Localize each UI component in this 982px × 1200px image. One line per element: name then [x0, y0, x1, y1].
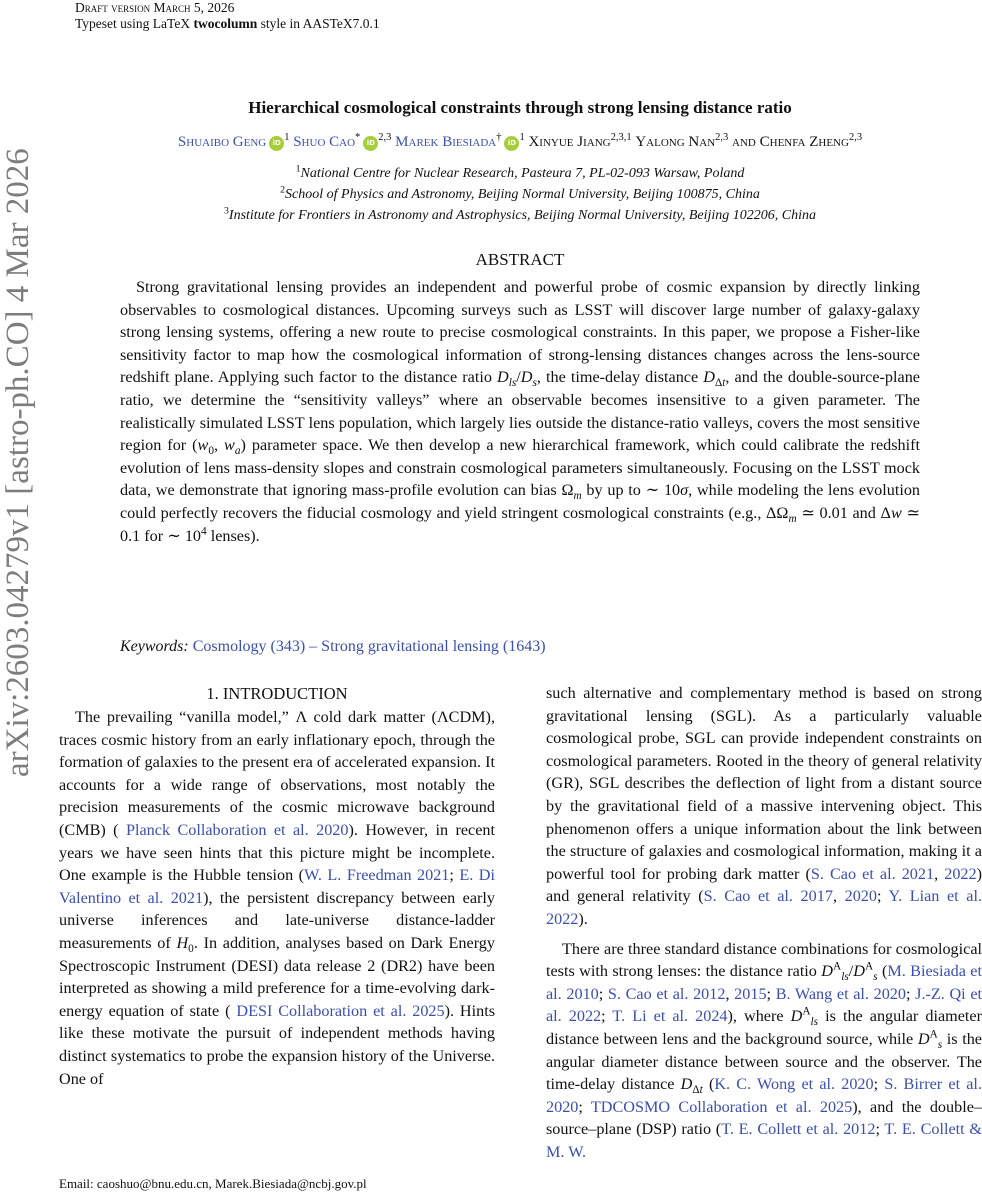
citation-link[interactable]: T. Li et al. 2024	[612, 1007, 728, 1026]
citation-link[interactable]: TDCOSMO Collaboration et al. 2025	[590, 1097, 853, 1116]
citation-link[interactable]: B. Wang et al. 2020	[775, 984, 906, 1003]
paper-title: Hierarchical cosmological constraints through strong lensing distance ratio	[248, 98, 792, 117]
author-link[interactable]: Marek Biesiada	[395, 134, 497, 150]
affiliation: $^2$School of Physics and Astronomy, Beijing Normal University, Beijing 100875, China	[280, 184, 760, 202]
citation-link[interactable]: 2022	[944, 864, 977, 883]
author-name: Chenfa Zheng	[759, 134, 849, 150]
author-list: Shuaibo Geng iD $^1$ Shuo Cao* iD $^{2,3}$ Marek Biesiada† iD $^1$ Xinyue Jiang$^{2,3,1}$ Yalong Nan$^{2,3}$ and Chenfa Zheng$^{2,3}$	[177, 132, 863, 150]
citation-link[interactable]: Planck Collaboration et al. 2020	[125, 820, 349, 839]
affiliation: $^3$Institute for Frontiers in Astronomy and Astrophysics, Beijing Normal University, Beijing 102206, China	[224, 205, 816, 223]
author-link[interactable]: Shuo Cao	[293, 134, 356, 150]
citation-link[interactable]: S. Cao et al. 2021	[810, 864, 935, 883]
latex-logo: LaTeX	[152, 16, 191, 31]
citation-link[interactable]: J.-Z. Qi et al. 2022	[546, 984, 982, 1026]
citation-link[interactable]: K. C. Wong et al. 2020	[714, 1075, 874, 1094]
citation-link[interactable]: DESI Collaboration et al. 2025	[236, 1001, 445, 1020]
body-paragraph: There are three standard distance combinations for cosmological tests with strong lenses: the distance ratio $D^A_{ls}/D^A_s$ (M. Biesiada et al. 2010; S. Cao et al. 2012, 2015; B. Wang et al. 2020; J.-Z. Qi et al. 2022; T. Li et al. 2024), where $D^A_{ls}$ is the angular diameter distance between lens and the background source, while $D^A_s$ is the angular diameter distance between source and the observer. The time-delay distance $D_{\Delta t}$ (K. C. Wong et al. 2020; S. Birrer et al. 2020; TDCOSMO Collaboration et al. 2025), and the double–source–plane (DSP) ratio (T. E. Collett et al. 2012; T. E. Collett & M. W.	[546, 939, 982, 1161]
abstract-heading: ABSTRACT	[475, 250, 565, 269]
citation-link[interactable]: T. E. Collett & M. W.	[546, 1120, 982, 1161]
body-paragraph: The prevailing “vanilla model,” Λ cold dark matter (ΛCDM), traces cosmic history from an early inflationary epoch, through the formation of galaxies to the present era of accelerated expansion. It accounts for a wide range of observations, most notably the precision measurements of the cosmic microwave background (CMB) ( Planck Collaboration et al. 2020). However, in recent years we have seen hints that this picture might be incomplete. One example is the Hubble tension (W. L. Freedman 2021; E. Di Valentino et al. 2021), the persistent discrepancy between early universe inferences and late-universe distance-ladder measurements of $H_0$. In addition, analyses based on Dark Energy Spectroscopic Instrument (DESI) data release 2 (DR2) have been interpreted as showing a mild preference for a time-evolving dark-energy equation of state ( DESI Collaboration et al. 2025). Hints like these motivate the pursuit of independent methods having distinct systematics to probe the expansion history of the Universe. One of	[59, 708, 496, 1088]
right-column	[546, 682, 982, 1163]
author-link[interactable]: Shuaibo Geng	[177, 134, 267, 150]
arxiv-identifier-stamp: arXiv:2603.04279v1 [astro-ph.CO] 4 Mar 2026	[0, 148, 36, 777]
affiliation: $^1$National Centre for Nuclear Research, Pasteura 7, PL-02-093 Warsaw, Poland	[295, 163, 745, 181]
author-name: Yalong Nan	[635, 134, 716, 150]
orcid-icon[interactable]: iD	[363, 136, 378, 151]
left-column	[59, 682, 495, 1090]
citation-link[interactable]: M. Biesiada et al. 2010	[546, 962, 982, 1003]
page-header	[75, 0, 380, 32]
footnote-rule	[59, 1168, 179, 1169]
body-paragraph: such alternative and complementary method is based on strong gravitational lensing (SGL). As a particularly valuable cosmological probe, SGL can provide independent constraints on cosmological parameters. Rooted in the theory of general relativity (GR), SGL describes the deflection of light from a distant source by the gravitational field of a massive intervening object. This phenomenon offers a unique information about the link between the structure of galaxies and cosmological information, making it a powerful tool for probing dark matter (S. Cao et al. 2021, 2022) and general relativity (S. Cao et al. 2017, 2020; Y. Lian et al. 2022).	[546, 684, 982, 928]
orcid-icon[interactable]: iD	[269, 136, 284, 151]
abstract-text: Strong gravitational lensing provides an independent and powerful probe of cosmic expansion by directly linking observables to cosmological distances. Upcoming surveys such as LSST will discover large number of galaxy-galaxy strong lensing systems, offering a new route to precise cosmological constraints. In this paper, we propose a Fisher-like sensitivity factor to map how the cosmological information of strong-lensing distances changes across the lens-source redshift plane. Applying such factor to the distance ratio $D_{ls}/D_s$, the time-delay distance $D_{\Delta t}$, and the double-source-plane ratio, we determine the “sensitivity valleys” where an observable becomes insensitive to a given parameter. The realistically simulated LSST lens population, which largely lies outside the distance-ratio valleys, covers the most sensitive region for ($w_0$, $w_a$) parameter space. We then develop a new hierarchical framework, which could calibrate the redshift evolution of lens mass-density slopes and constrain cosmological parameters simultaneously. Focusing on the LSST mock data, we demonstrate that ignoring mass-profile evolution can bias $\Omega_m$ by up to ∼ 10σ, while modeling the lens evolution could perfectly recovers the fiducial cosmology and yield stringent cosmological constraints (e.g., $\Delta\Omega_m$ ≃ 0.01 and Δw ≃ 0.1 for ∼ $10^4$ lenses).	[120, 278, 921, 545]
draft-version-line: Draft version March 5, 2026	[75, 0, 235, 15]
citation-link[interactable]: 2015	[734, 984, 767, 1003]
citation-link[interactable]: 2020	[844, 887, 877, 906]
citation-link[interactable]: T. E. Collett et al. 2012	[721, 1120, 876, 1139]
typeset-line: Typeset using LaTeX twocolumn style in AASTeX7.0.1	[75, 16, 380, 31]
keywords-link[interactable]: Cosmology (343) – Strong gravitational lensing (1643)	[192, 638, 546, 655]
citation-link[interactable]: S. Birrer et al. 2020	[546, 1075, 982, 1116]
footnote-email: Email: caoshuo@bnu.edu.cn, Marek.Biesiada@ncbj.gov.pl	[59, 1176, 367, 1191]
author-name: Xinyue Jiang	[528, 134, 611, 150]
citation-link[interactable]: Y. Lian et al. 2022	[546, 887, 982, 928]
orcid-icon[interactable]: iD	[504, 136, 519, 151]
section-heading: 1. INTRODUCTION	[206, 684, 348, 703]
keywords-line: Keywords: Cosmology (343) – Strong gravitational lensing (1643)	[120, 638, 546, 655]
citation-link[interactable]: S. Cao et al. 2017	[703, 887, 833, 906]
citation-link[interactable]: S. Cao et al. 2012	[607, 984, 726, 1003]
citation-link[interactable]: W. L. Freedman 2021	[304, 866, 450, 885]
citation-link[interactable]: E. Di Valentino et al. 2021	[59, 866, 495, 907]
